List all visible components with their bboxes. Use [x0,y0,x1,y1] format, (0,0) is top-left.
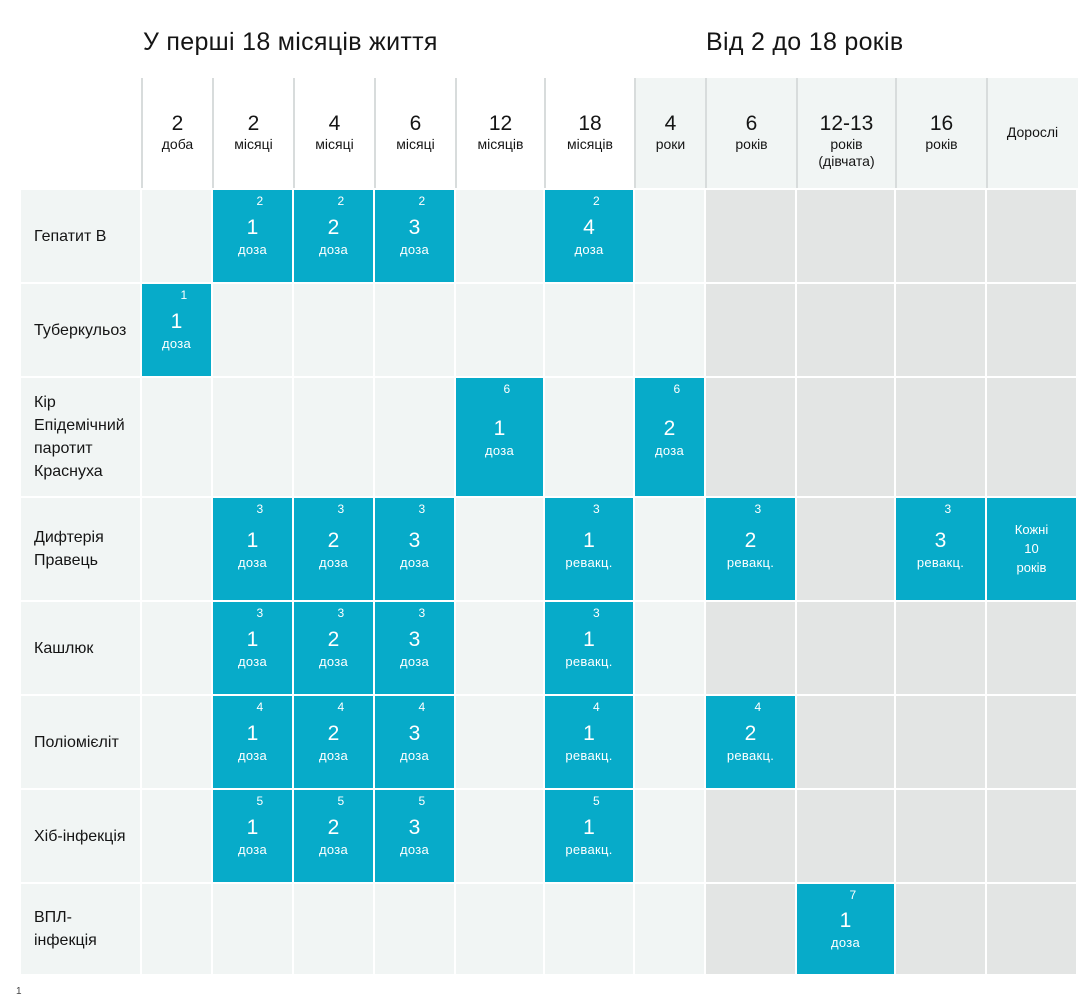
dose-block [213,602,292,694]
dose-block [294,602,373,694]
dose-number: 4 [583,216,595,239]
dose-unit: доза [318,842,349,857]
dose-unit: доза [318,242,349,257]
grid-cell [987,696,1076,788]
grid-cell [142,498,211,600]
grid-cell [213,884,292,974]
grid-cell [987,602,1076,694]
column-header-unit: років [925,136,958,152]
dose-number: 1 [583,816,595,839]
grid-cell [456,696,543,788]
dose-block [706,696,795,788]
dose-unit: доза [399,555,430,570]
dose-footnote-marker: 3 [337,606,345,620]
dose-number: 1 [246,529,259,552]
grid-cell [142,190,211,282]
grid-cell [797,602,894,694]
column-header-value: 4 [328,112,341,135]
dose-footnote-marker: 3 [418,606,426,620]
dose-block [375,602,454,694]
dose-unit: доза [161,336,192,351]
grid-cell [545,284,633,376]
column-header-unit: місяці [396,136,435,152]
grid-cell [896,378,985,496]
dose-number: 1 [493,417,506,440]
header-divider [212,78,214,188]
grid-cell [797,190,894,282]
grid-cell [375,284,454,376]
row-label: Дифтерія Правець [34,529,104,569]
grid-cell [375,884,454,974]
grid-cell [797,696,894,788]
column-header-value: 2 [247,112,260,135]
column-header-4 [456,112,545,153]
grid-cell [456,884,543,974]
column-header-1 [213,112,294,153]
dose-block [635,378,704,496]
row-label: Гепатит В [34,227,107,245]
dose-block [375,190,454,282]
dose-unit: доза [318,654,349,669]
row-label: Кашлюк [34,639,94,657]
grid-cell [213,378,292,496]
column-header-value: 18 [578,112,602,135]
dose-number: 1 [246,628,259,651]
dose-block [213,498,292,600]
column-header-value: 4 [664,112,677,135]
grid-cell [706,284,795,376]
dose-unit: доза [830,935,861,950]
dose-block [987,498,1076,600]
grid-cell [635,498,704,600]
column-header-unit: років [735,136,768,152]
row-label: Хіб-інфекція [34,827,126,845]
dose-number: 2 [663,417,676,440]
dose-block [375,498,454,600]
header-divider [455,78,457,188]
dose-number: 1 [246,816,259,839]
column-header-value: 12 [488,112,513,135]
grid-cell [635,696,704,788]
dose-footnote-marker: 4 [256,700,264,714]
dose-footnote-marker: 2 [418,194,426,208]
dose-block [545,498,633,600]
dose-footnote-marker: 4 [593,700,600,714]
dose-footnote-marker: 4 [418,700,426,714]
column-header-7 [706,112,797,153]
row-label: Поліомієліт [34,733,119,751]
dose-block [797,884,894,974]
header-divider [293,78,295,188]
dose-number: 2 [744,722,757,745]
grid-cell [294,284,373,376]
grid-cell [456,498,543,600]
grid-cell [706,190,795,282]
dose-footnote-marker: 3 [593,502,600,516]
dose-block [213,696,292,788]
column-header-unit: доба [161,136,194,152]
dose-number: 1 [170,310,183,333]
dose-unit: доза [237,242,268,257]
grid-cell [294,884,373,974]
dose-unit: ревакц. [565,748,613,763]
dose-footnote-marker: 3 [593,606,600,620]
dose-block [294,190,373,282]
column-header-value: 12-13 [819,112,874,135]
grid-cell [294,378,373,496]
dose-note: Кожні 10 років [1014,522,1049,575]
dose-footnote-marker: 2 [593,194,600,208]
column-header-value: 6 [745,112,758,135]
footnote: 1 [16,986,22,997]
dose-footnote-marker: 3 [944,502,952,516]
column-header-6 [635,112,706,153]
dose-block [896,498,985,600]
column-header-10 [987,124,1078,140]
header-divider [634,78,636,188]
dose-number: 3 [408,816,421,839]
grid-cell [545,378,633,496]
dose-footnote-marker: 5 [256,794,264,808]
dose-unit: доза [237,654,268,669]
dose-block [375,696,454,788]
dose-block [294,498,373,600]
grid-cell [797,498,894,600]
dose-unit: доза [399,654,430,669]
grid-cell [456,602,543,694]
dose-block [213,790,292,882]
grid-cell [142,378,211,496]
dose-unit: доза [484,443,515,458]
dose-unit: доза [399,242,430,257]
dose-block [375,790,454,882]
dose-unit: ревакц. [726,555,775,570]
grid-cell [797,284,894,376]
column-header-3 [375,112,456,153]
dose-unit: доза [574,242,604,257]
dose-number: 1 [839,909,852,932]
dose-unit: доза [237,842,268,857]
dose-unit: ревакц. [565,555,613,570]
dose-unit: доза [318,555,349,570]
dose-footnote-marker: 3 [754,502,762,516]
dose-number: 1 [583,529,595,552]
dose-unit: доза [654,443,685,458]
grid-cell [896,284,985,376]
grid-cell [987,378,1076,496]
dose-footnote-marker: 5 [418,794,426,808]
grid-cell [456,284,543,376]
dose-footnote-marker: 3 [256,606,264,620]
grid-cell [896,790,985,882]
grid-cell [635,602,704,694]
column-header-unit: роки [655,136,686,152]
grid-cell [142,602,211,694]
grid-cell [896,696,985,788]
dose-number: 3 [408,722,421,745]
dose-unit: ревакц. [726,748,775,763]
dose-block [545,790,633,882]
column-header-value: 16 [929,112,954,135]
grid-cell [987,884,1076,974]
dose-footnote-marker: 3 [418,502,426,516]
dose-number: 2 [327,529,340,552]
header-divider [986,78,988,188]
dose-number: 3 [408,216,421,239]
dose-footnote-marker: 2 [256,194,264,208]
dose-footnote-marker: 2 [337,194,345,208]
dose-number: 2 [744,529,757,552]
dose-footnote-marker: 4 [754,700,762,714]
row-label: Кір Епідемічний паротит Краснуха [34,394,125,480]
column-header-value: 6 [409,112,422,135]
header-divider [374,78,376,188]
row-label: Туберкульоз [34,321,127,339]
dose-number: 2 [327,216,340,239]
grid-cell [142,790,211,882]
grid-cell [706,378,795,496]
dose-block [213,190,292,282]
dose-unit: ревакц. [565,654,613,669]
dose-unit: ревакц. [565,842,613,857]
grid-cell [987,790,1076,882]
grid-cell [142,696,211,788]
grid-cell [987,284,1076,376]
grid-cell [797,378,894,496]
dose-block [545,602,633,694]
section-title-first-18-months: У перші 18 місяців життя [143,28,438,56]
dose-footnote-marker: 4 [337,700,345,714]
column-header-5 [545,112,635,153]
dose-number: 2 [327,628,340,651]
dose-number: 3 [408,529,421,552]
dose-number: 1 [246,216,259,239]
grid-cell [706,884,795,974]
dose-number: 1 [583,628,595,651]
grid-cell [706,602,795,694]
dose-unit: доза [399,748,430,763]
grid-cell [706,790,795,882]
dose-footnote-marker: 5 [337,794,345,808]
dose-footnote-marker: 6 [503,382,511,396]
grid-cell [375,378,454,496]
dose-footnote-marker: 1 [180,288,188,302]
column-header-unit: місяців [477,136,524,152]
column-header-0 [142,112,213,153]
dose-unit: доза [399,842,430,857]
dose-block [294,790,373,882]
column-header-unit: Дорослі [1006,124,1059,140]
column-header-9 [896,112,987,153]
grid-cell [213,284,292,376]
dose-number: 1 [246,722,259,745]
dose-footnote-marker: 3 [337,502,345,516]
dose-number: 3 [408,628,421,651]
column-header-value: 2 [171,112,184,135]
dose-footnote-marker: 6 [673,382,681,396]
dose-block [706,498,795,600]
grid-cell [142,884,211,974]
section-title-2-to-18-years: Від 2 до 18 років [706,28,904,56]
grid-cell [456,790,543,882]
dose-footnote-marker: 5 [593,794,600,808]
dose-number: 3 [934,529,947,552]
grid-cell [635,190,704,282]
grid-cell [987,190,1076,282]
dose-block [545,190,633,282]
grid-cell [896,884,985,974]
column-header-unit: місяці [234,136,273,152]
grid-cell [896,602,985,694]
header-divider [705,78,707,188]
dose-number: 2 [327,816,340,839]
dose-number: 2 [327,722,340,745]
dose-block [294,696,373,788]
column-header-unit: місяці [315,136,354,152]
dose-unit: доза [237,748,268,763]
grid-cell [635,790,704,882]
grid-cell [797,790,894,882]
dose-unit: доза [237,555,268,570]
column-header-8 [797,112,896,170]
header-divider [141,78,143,188]
dose-block [456,378,543,496]
grid-cell [456,190,543,282]
dose-block [545,696,633,788]
grid-cell [635,884,704,974]
column-header-unit: місяців [567,136,613,152]
grid-cell [896,190,985,282]
column-header-2 [294,112,375,153]
header-divider [544,78,546,188]
column-header-unit: років (дівчата) [818,136,875,169]
dose-unit: ревакц. [916,555,965,570]
dose-footnote-marker: 7 [849,888,857,902]
row-label: ВПЛ- інфекція [34,909,97,949]
grid-cell [635,284,704,376]
header-divider [796,78,798,188]
header-divider [895,78,897,188]
dose-number: 1 [583,722,595,745]
grid-cell [545,884,633,974]
dose-block [142,284,211,376]
dose-unit: доза [318,748,349,763]
dose-footnote-marker: 3 [256,502,264,516]
